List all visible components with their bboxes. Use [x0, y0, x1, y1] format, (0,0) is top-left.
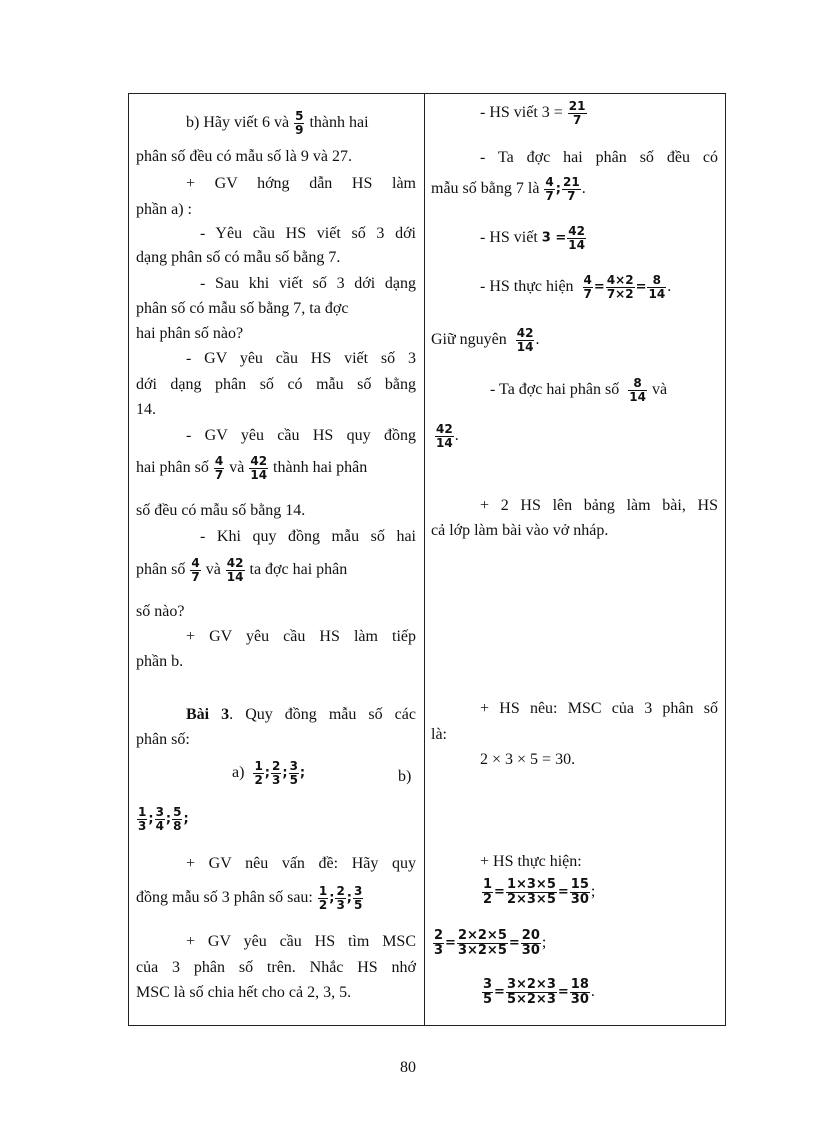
page-number: 80 — [400, 1059, 416, 1076]
fraction: $\frac{2\times 2\times 5}{3\times 2\times 5}$ — [457, 928, 507, 958]
left-bai3-b-label: b) — [398, 768, 412, 785]
fraction: $\frac{42}{14}$ — [226, 556, 244, 584]
fraction: $\frac{5}{9}$ — [295, 109, 304, 137]
fraction: $\frac{3}{5}$ — [483, 977, 493, 1007]
left-gv6-l3: MSC là số chia hết cho cả 2, 3, 5. — [136, 984, 352, 1001]
left-khi-l2: phân số $\frac{4}{7}$ và $\frac{42}{14}$ ta đợc hai phân — [136, 556, 348, 584]
fraction: $\frac{2}{3}$ — [272, 759, 281, 787]
right-hs1: - HS viết 3 = $\frac{21}{7}$ — [480, 99, 586, 127]
left-gv5-l2: đồng mẫu số 3 phân số sau: $\frac{1}{2}$ ; $\frac{2}{3}$ ; $\frac{3}{5}$ — [136, 884, 363, 912]
left-gv1-l2: phần a) : — [136, 201, 192, 218]
left-bai3-l2: phân số: — [136, 731, 190, 748]
fraction: $\frac{2}{3}$ — [336, 884, 345, 912]
right-hs4-l2: cả lớp làm bài vào vở nháp. — [431, 522, 609, 539]
fraction: $\frac{8}{14}$ — [648, 273, 666, 301]
text: b) Hãy viết 6 và — [186, 114, 290, 132]
fraction: $\frac{3}{5}$ — [354, 884, 363, 912]
left-gv2-l3: 14. — [136, 401, 156, 418]
left-gv2-l2: dới dạng phân số có mẫu số bằng — [136, 376, 416, 393]
fraction: $\frac{1}{3}$ — [138, 805, 147, 833]
fraction: $\frac{1}{2}$ — [318, 884, 328, 912]
right-ta2-frac2: $\frac{42}{14}$ . — [436, 422, 459, 450]
fraction: $\frac{1}{2}$ — [254, 759, 263, 787]
left-bai3-l1: Bài 3. Quy đồng mẫu số các — [186, 706, 416, 723]
right-calc-1: $\frac{1}{2}$ = $\frac{1\times 3\times 5}{2\times 3\times 5}$ = $\frac{15}{30}$ ; — [483, 877, 596, 907]
right-hs5-l1: + HS nêu: MSC của 3 phân số — [480, 700, 718, 717]
fraction: $\frac{4}{7}$ — [214, 454, 224, 482]
left-sau-l2: phân số có mẫu số bằng 7, ta đợc — [136, 300, 349, 317]
left-b-intro-l2: phân số đều có mẫu số là 9 và 27. — [136, 148, 352, 165]
fraction: $\frac{1\times 3\times 5}{2\times 3\times 5}$ — [506, 877, 556, 907]
fraction: $\frac{21}{7}$ — [568, 99, 586, 127]
column-divider — [424, 93, 425, 1026]
fraction: $\frac{4\times 2}{7\times 2}$ — [606, 273, 634, 301]
exercise-title: Bài 3 — [186, 706, 230, 723]
text: thành hai — [309, 114, 369, 132]
left-gv4-l2: phần b. — [136, 653, 184, 670]
right-ta2: - Ta đợc hai phân số $\frac{8}{14}$ và — [490, 376, 668, 404]
fraction: $\frac{15}{30}$ — [570, 877, 589, 907]
right-hs6-l1: + HS thực hiện: — [480, 853, 582, 870]
left-gv4-l1: + GV yêu cầu HS làm tiếp — [186, 628, 416, 645]
left-bai3-b: $\frac{1}{3}$ ; $\frac{3}{4}$ ; $\frac{5}{8}$ ; — [138, 805, 189, 833]
fraction: $\frac{20}{30}$ — [521, 928, 540, 958]
fraction: $\frac{5}{8}$ — [173, 805, 182, 833]
fraction: $\frac{4}{7}$ — [545, 175, 554, 203]
right-ta1-l1: - Ta đợc hai phân số đều có — [480, 149, 718, 166]
right-ta1-l2: mẫu số bằng 7 là $\frac{4}{7}$ ; $\frac{21}{7}$ . — [431, 175, 586, 203]
left-yc-l2: dạng phân số có mẫu số bằng 7. — [136, 249, 341, 266]
fraction: $\frac{42}{14}$ — [516, 326, 534, 354]
right-hs2: - HS viết 3 = $\frac{42}{14}$ — [480, 224, 585, 252]
left-gv3-l3: số đều có mẫu số bằng 14. — [136, 502, 306, 519]
left-b-intro — [186, 110, 369, 137]
left-sau-l3: hai phân số nào? — [136, 325, 244, 342]
fraction: $\frac{3}{4}$ — [155, 805, 164, 833]
fraction: $\frac{18}{30}$ — [570, 977, 589, 1007]
left-khi-l1: - Khi quy đồng mẫu số hai — [200, 528, 416, 545]
fraction: $\frac{42}{14}$ — [568, 224, 585, 252]
left-gv3-l2: hai phân số $\frac{4}{7}$ và $\frac{42}{14}$ thành hai phân — [136, 454, 368, 482]
fraction: $\frac{2}{3}$ — [434, 928, 444, 958]
right-hs4-l1: + 2 HS lên bảng làm bài, HS — [480, 497, 718, 514]
left-gv2-l1: - GV yêu cầu HS viết số 3 — [186, 350, 416, 367]
right-hs3: - HS thực hiện $\frac{4}{7}$ = $\frac{4\times 2}{7\times 2}$ = $\frac{8}{14}$ . — [480, 273, 672, 301]
right-giu: Giữ nguyên $\frac{42}{14}$ . — [431, 326, 540, 354]
fraction: $\frac{4}{7}$ — [191, 556, 200, 584]
fraction: $\frac{42}{14}$ — [250, 454, 268, 482]
left-gv6-l2: của 3 phân số trên. Nhắc HS nhớ — [136, 959, 416, 976]
right-msc-calc: 2 × 3 × 5 = 30. — [480, 751, 576, 768]
left-gv6-l1: + GV yêu cầu HS tìm MSC — [186, 933, 416, 950]
fraction: $\frac{42}{14}$ — [436, 422, 453, 450]
fraction: $\frac{3\times 2\times 3}{5\times 2\times 3}$ — [506, 977, 556, 1007]
fraction: $\frac{4}{7}$ — [583, 273, 592, 301]
left-khi-l3: số nào? — [136, 603, 185, 620]
left-sau-l1: - Sau khi viết số 3 dới dạng — [200, 275, 416, 292]
fraction: $\frac{8}{14}$ — [629, 376, 646, 404]
left-gv1-l1: + GV hớng dẫn HS làm — [186, 175, 416, 192]
fraction: $\frac{1}{2}$ — [483, 877, 493, 907]
fraction: $\frac{21}{7}$ — [562, 175, 580, 203]
left-bai3-a: a) $\frac{1}{2}$ ; $\frac{2}{3}$ ; $\frac{3}{5}$ ; — [232, 759, 306, 787]
right-calc-3: $\frac{3}{5}$ = $\frac{3\times 2\times 3}{5\times 2\times 3}$ = $\frac{18}{30}$ . — [483, 977, 595, 1007]
left-gv3-l1: - GV yêu cầu HS quy đồng — [186, 427, 416, 444]
right-calc-2: $\frac{2}{3}$ = $\frac{2\times 2\times 5}{3\times 2\times 5}$ = $\frac{20}{30}$ ; — [434, 928, 547, 958]
left-yc-l1: - Yêu cầu HS viết số 3 dới — [200, 225, 416, 242]
fraction: $\frac{3}{5}$ — [289, 759, 298, 787]
left-gv5-l1: + GV nêu vấn đề: Hãy quy — [186, 855, 416, 872]
right-hs5-l2: là: — [431, 726, 447, 743]
